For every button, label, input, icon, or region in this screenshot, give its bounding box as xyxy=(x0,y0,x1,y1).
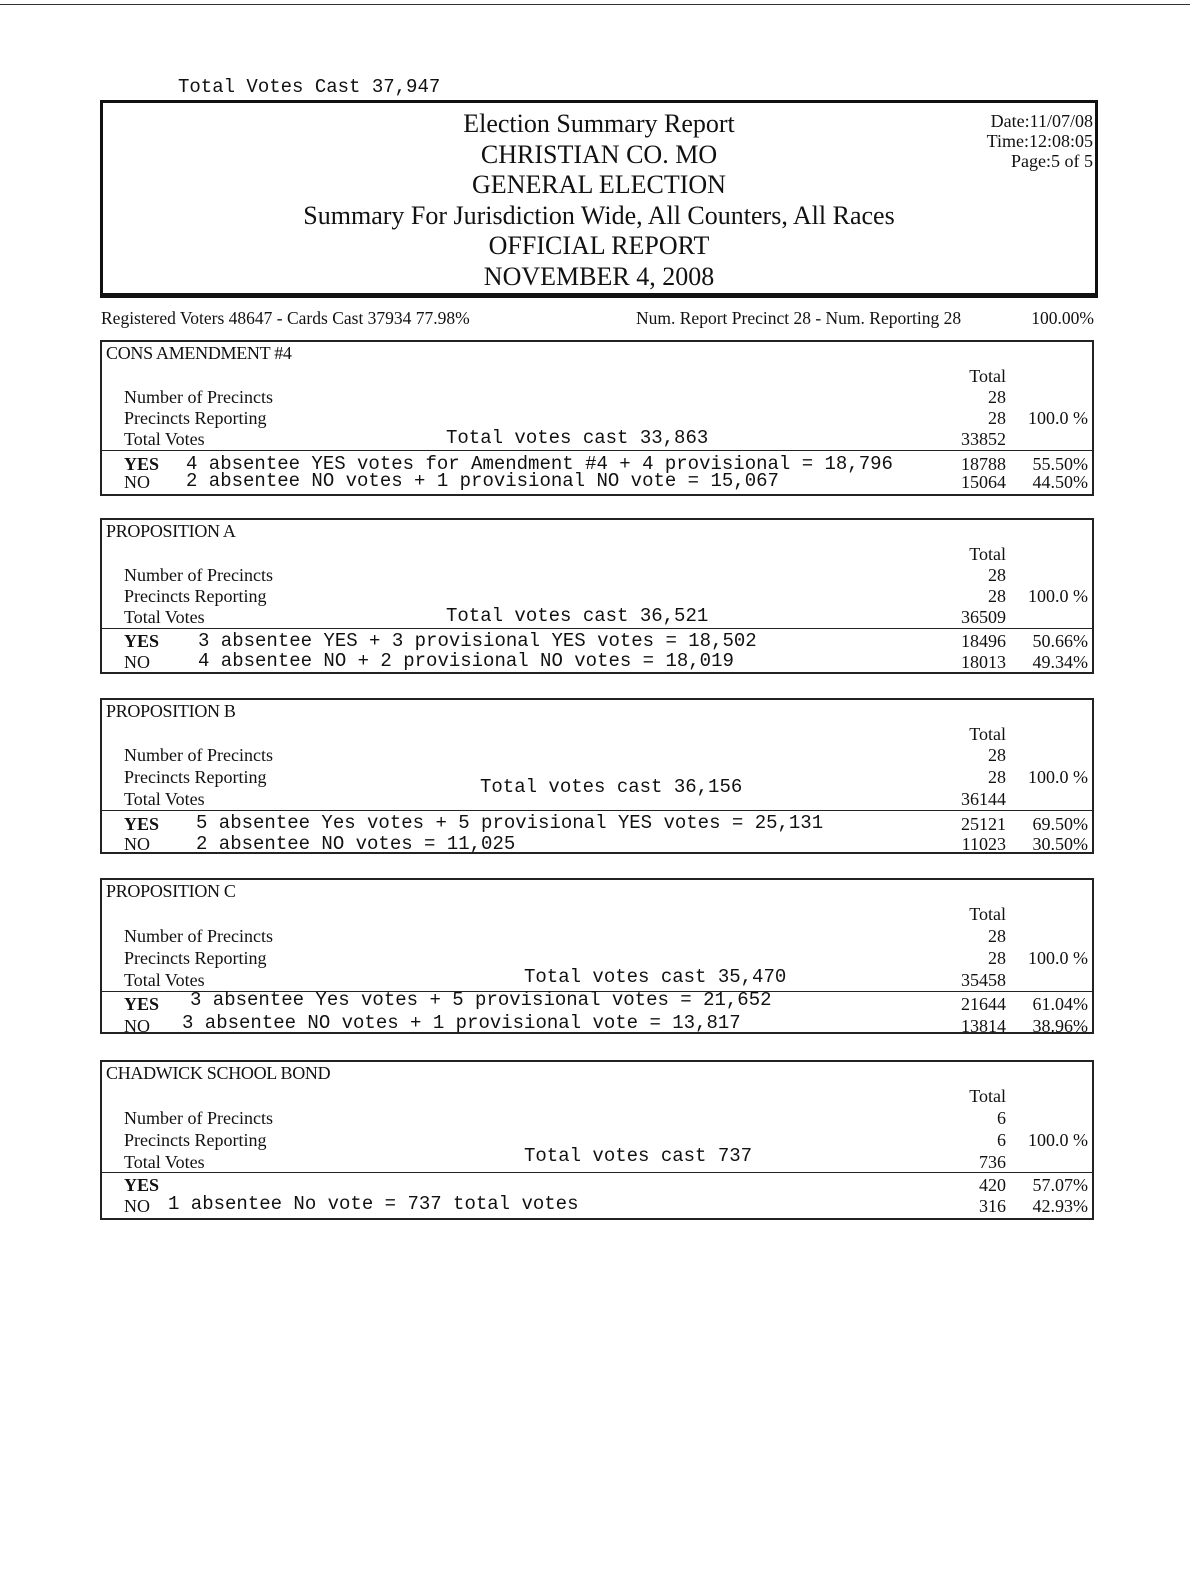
yes-percent: 69.50% xyxy=(1032,814,1088,834)
number-of-precincts-value: 6 xyxy=(997,1108,1006,1128)
yes-percent: 61.04% xyxy=(1032,994,1088,1014)
yes-label: YES xyxy=(124,1175,160,1195)
election-name: GENERAL ELECTION xyxy=(472,170,726,199)
handwritten-votes-cast-note: Total votes cast 36,521 xyxy=(446,605,709,627)
race-proposition-a xyxy=(100,518,1094,674)
no-total: 316 xyxy=(979,1196,1006,1216)
yes-total: 420 xyxy=(979,1175,1006,1195)
no-label: NO xyxy=(124,834,150,854)
total-votes-value: 736 xyxy=(979,1152,1006,1172)
handwritten-votes-cast-note: Total votes cast 36,156 xyxy=(480,776,743,798)
race-title: PROPOSITION A xyxy=(106,521,236,541)
handwritten-yes-note: 5 absentee Yes votes + 5 provisional YES votes = 25,131 xyxy=(196,812,824,834)
divider xyxy=(102,628,1092,629)
registered-voters-summary: Registered Voters 48647 - Cards Cast 37934 77.98% xyxy=(101,308,470,328)
precincts-reporting-percent: 100.0 % xyxy=(1028,1130,1088,1150)
number-of-precincts-label: Number of Precincts xyxy=(124,565,273,585)
handwritten-no-note: 1 absentee No vote = 737 total votes xyxy=(168,1193,579,1215)
divider xyxy=(102,810,1092,811)
total-column-header: Total xyxy=(969,366,1006,386)
number-of-precincts-label: Number of Precincts xyxy=(124,1108,273,1128)
race-chadwick-school-bond xyxy=(100,1060,1094,1220)
precincts-reporting-value: 6 xyxy=(997,1130,1006,1150)
handwritten-votes-cast-note: Total votes cast 33,863 xyxy=(446,427,709,449)
total-votes-label: Total Votes xyxy=(124,789,205,809)
precincts-reporting-label: Precincts Reporting xyxy=(124,586,267,606)
precincts-reporting-percent: 100.0 % xyxy=(1028,586,1088,606)
no-total: 13814 xyxy=(961,1016,1006,1036)
no-percent: 44.50% xyxy=(1032,472,1088,492)
yes-label: YES xyxy=(124,631,160,651)
handwritten-no-note: 3 absentee NO votes + 1 provisional vote = 13,817 xyxy=(182,1012,741,1034)
handwritten-votes-cast-note: Total votes cast 35,470 xyxy=(524,966,787,988)
race-title: PROPOSITION C xyxy=(106,881,236,901)
precincts-reporting-percent: 100.0 % xyxy=(1028,948,1088,968)
handwritten-yes-note: 3 absentee Yes votes + 5 provisional votes = 21,652 xyxy=(190,989,772,1011)
no-total: 11023 xyxy=(961,834,1006,854)
precincts-reporting-label: Precincts Reporting xyxy=(124,767,267,787)
handwritten-no-note: 2 absentee NO votes + 1 provisional NO vote = 15,067 xyxy=(186,470,779,492)
no-percent: 38.96% xyxy=(1032,1016,1088,1036)
precincts-reporting-percent: 100.0 % xyxy=(1028,767,1088,787)
divider xyxy=(102,450,1092,451)
race-proposition-c xyxy=(100,878,1094,1034)
number-of-precincts-value: 28 xyxy=(988,565,1006,585)
total-column-header: Total xyxy=(969,904,1006,924)
total-votes-label: Total Votes xyxy=(124,429,205,449)
handwritten-yes-note: 3 absentee YES + 3 provisional YES votes = 18,502 xyxy=(198,630,757,652)
report-title-block xyxy=(103,109,1095,292)
report-status: OFFICIAL REPORT xyxy=(488,231,710,260)
total-votes-label: Total Votes xyxy=(124,607,205,627)
yes-total: 18496 xyxy=(961,631,1006,651)
total-column-header: Total xyxy=(969,544,1006,564)
yes-label: YES xyxy=(124,994,160,1014)
no-total: 18013 xyxy=(961,652,1006,672)
precincts-reporting-percent: 100.0 % xyxy=(1028,408,1088,428)
handwritten-yes-note: 4 absentee YES votes for Amendment #4 + 4 provisional = 18,796 xyxy=(186,453,893,475)
no-label: NO xyxy=(124,1196,150,1216)
number-of-precincts-label: Number of Precincts xyxy=(124,387,273,407)
yes-label: YES xyxy=(124,814,160,834)
precincts-reporting-label: Precincts Reporting xyxy=(124,948,267,968)
election-date: NOVEMBER 4, 2008 xyxy=(483,261,715,291)
handwritten-no-note: 4 absentee NO + 2 provisional NO votes = 18,019 xyxy=(198,650,734,672)
total-votes-value: 33852 xyxy=(961,429,1006,449)
no-percent: 42.93% xyxy=(1032,1196,1088,1216)
yes-label: YES xyxy=(124,454,160,474)
total-column-header: Total xyxy=(969,1086,1006,1106)
no-label: NO xyxy=(124,1016,150,1036)
number-of-precincts-label: Number of Precincts xyxy=(124,926,273,946)
number-of-precincts-value: 28 xyxy=(988,387,1006,407)
number-of-precincts-label: Number of Precincts xyxy=(124,745,273,765)
report-page: Page:5 of 5 xyxy=(1011,151,1093,171)
handwritten-votes-cast-note: Total votes cast 737 xyxy=(524,1145,753,1167)
summary-scope: Summary For Jurisdiction Wide, All Counters, All Races xyxy=(303,200,895,230)
yes-total: 25121 xyxy=(961,814,1006,834)
total-votes-value: 36509 xyxy=(961,607,1006,627)
race-title: CHADWICK SCHOOL BOND xyxy=(106,1063,331,1083)
number-of-precincts-value: 28 xyxy=(988,745,1006,765)
total-column-header: Total xyxy=(969,724,1006,744)
report-header xyxy=(100,100,1098,298)
precinct-reporting-summary: Num. Report Precinct 28 - Num. Reporting 28 xyxy=(636,308,962,328)
precincts-reporting-label: Precincts Reporting xyxy=(124,1130,267,1150)
divider xyxy=(102,1172,1092,1173)
total-votes-value: 35458 xyxy=(961,970,1006,990)
report-meta xyxy=(987,111,1093,171)
precincts-reporting-value: 28 xyxy=(988,767,1006,787)
report-title: Election Summary Report xyxy=(463,109,735,138)
race-title: PROPOSITION B xyxy=(106,701,236,721)
race-title: CONS AMENDMENT #4 xyxy=(106,343,292,363)
race-proposition-b xyxy=(100,698,1094,854)
no-label: NO xyxy=(124,472,150,492)
report-date: Date:11/07/08 xyxy=(990,111,1093,131)
race-cons-amendment-4 xyxy=(100,340,1094,496)
precincts-reporting-value: 28 xyxy=(988,948,1006,968)
yes-percent: 57.07% xyxy=(1032,1175,1088,1195)
yes-total: 18788 xyxy=(961,454,1006,474)
no-label: NO xyxy=(124,652,150,672)
yes-percent: 50.66% xyxy=(1032,631,1088,651)
handwritten-no-note: 2 absentee NO votes = 11,025 xyxy=(196,833,516,855)
precincts-reporting-value: 28 xyxy=(988,408,1006,428)
yes-percent: 55.50% xyxy=(1032,454,1088,474)
report-time: Time:12:08:05 xyxy=(986,131,1093,151)
precinct-reporting-percent: 100.00% xyxy=(1031,308,1094,328)
precincts-reporting-label: Precincts Reporting xyxy=(124,408,267,428)
total-votes-value: 36144 xyxy=(961,789,1006,809)
no-total: 15064 xyxy=(961,472,1006,492)
no-percent: 49.34% xyxy=(1032,652,1088,672)
number-of-precincts-value: 28 xyxy=(988,926,1006,946)
precincts-reporting-value: 28 xyxy=(988,586,1006,606)
total-votes-label: Total Votes xyxy=(124,1152,205,1172)
total-votes-label: Total Votes xyxy=(124,970,205,990)
county-name: CHRISTIAN CO. MO xyxy=(480,139,718,169)
page-top-rule xyxy=(0,4,1190,5)
yes-total: 21644 xyxy=(961,994,1006,1014)
no-percent: 30.50% xyxy=(1032,834,1088,854)
handwritten-total-votes-cast: Total Votes Cast 37,947 xyxy=(178,76,441,98)
